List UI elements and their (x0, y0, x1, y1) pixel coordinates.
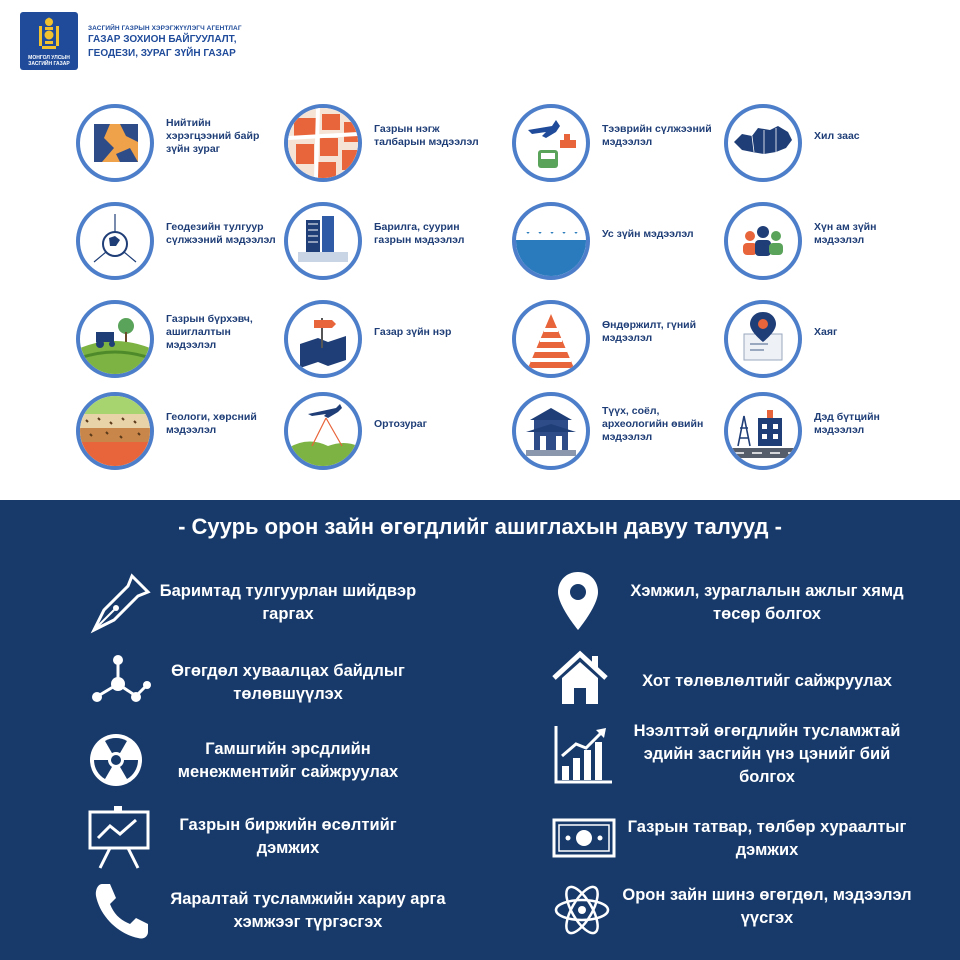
benefit-item (552, 570, 912, 636)
category-label: Ус зүйн мэдээлэл (602, 227, 694, 240)
category-label: Ортозураг (374, 417, 428, 430)
phone-icon (88, 878, 158, 944)
category-label: Нийтийн хэрэгцээний байр зүйн зураг (166, 116, 260, 155)
pen-nib-icon (88, 570, 158, 636)
topo-map-icon (76, 104, 154, 182)
benefit-item (552, 648, 912, 714)
parcel-map-icon (284, 104, 362, 182)
benefit-item (88, 804, 418, 870)
soyombo-emblem-icon (34, 16, 64, 52)
benefit-text: Нээлттэй өгөгдлийн тусламжтай эдийн засгийн үнэ цэнийг бий болгох (633, 722, 901, 786)
transport-icon (512, 104, 590, 182)
category-item (76, 300, 276, 378)
signpost-icon (284, 300, 362, 378)
benefit-text: Баримтад тулгуурлан шийдвэр гаргах (159, 582, 417, 623)
mongolia-map-icon (724, 104, 802, 182)
tractor-field-icon (76, 300, 154, 378)
address-pin-icon (724, 300, 802, 378)
network-nodes-icon (88, 650, 158, 716)
building-icon (284, 202, 362, 280)
benefit-text: Яаралтай тусламжийн хариу арга хэмжээг түргэсгэх (170, 890, 446, 931)
logo-caption: МОНГОЛ УЛСЫН ЗАСГИЙН ГАЗАР (28, 55, 70, 67)
soil-layers-icon (76, 392, 154, 470)
benefit-item (88, 650, 418, 716)
category-item (724, 104, 924, 182)
benefit-text: Хэмжил, зураглалын ажлыг хямд төсөр болгох (630, 582, 904, 623)
category-item (76, 392, 276, 470)
agency-name-line2: ГЕОДЕЗИ, ЗУРАГ ЗҮЙН ГАЗАР (88, 48, 236, 59)
category-item (512, 300, 712, 378)
category-item (76, 104, 276, 182)
category-item (724, 300, 924, 378)
banknote-icon (552, 806, 622, 872)
category-item (724, 392, 924, 470)
house-icon (552, 648, 622, 714)
water-wave-icon (512, 202, 590, 280)
benefit-text: Хот төлөвлөлтийг сайжруулах (642, 671, 892, 690)
benefit-item (552, 874, 912, 940)
radiation-icon (88, 728, 158, 794)
benefit-text: Өгөгдөл хуваалцах байдлыг төлөвшүүлэх (171, 662, 405, 703)
category-item (512, 104, 712, 182)
atom-icon (552, 874, 622, 940)
category-label: Геологи, хөрсний мэдээлэл (166, 411, 257, 436)
agency-subtitle: ЗАСГИЙН ГАЗРЫН ХЭРЭГЖҮҮЛЭГЧ АГЕНТЛАГ (88, 25, 242, 32)
category-label: Түүх, соёл, археологийн өвийн мэдээлэл (602, 404, 704, 443)
category-item (512, 392, 712, 470)
benefit-text: Газрын биржийн өсөлтийг дэмжих (179, 816, 397, 857)
category-label: Газар зүйн нэр (374, 325, 452, 338)
category-item (284, 300, 484, 378)
category-label: Тээврийн сүлжээний мэдээлэл (602, 123, 712, 148)
benefit-item (552, 720, 912, 789)
benefit-item (88, 570, 418, 636)
category-label: Өндөржилт, гүний мэдээлэл (602, 319, 697, 344)
category-item (284, 104, 484, 182)
benefit-item (88, 728, 418, 794)
category-item (284, 392, 484, 470)
category-label: Барилга, суурин газрын мэдээлэл (374, 221, 465, 246)
benefit-text: Газрын татвар, төлбөр хураалтыг дэмжих (627, 818, 907, 859)
benefit-item (88, 878, 458, 944)
category-item (724, 202, 924, 280)
benefit-text: Гамшгийн эрсдлийн менежментийг сайжруулах (177, 740, 399, 781)
growth-chart-icon (552, 722, 622, 788)
temple-icon (512, 392, 590, 470)
category-label: Газрын нэгж талбарын мэдээлэл (374, 123, 479, 148)
elevation-cone-icon (512, 300, 590, 378)
population-icon (724, 202, 802, 280)
header (20, 12, 242, 70)
government-logo (20, 12, 78, 70)
category-label: Хаяг (814, 325, 838, 338)
location-pin-icon (552, 570, 622, 636)
benefit-item (552, 806, 912, 872)
category-label: Хүн ам зүйн мэдээлэл (814, 221, 877, 246)
benefit-text: Орон зайн шинэ өгөгдөл, мэдээлэл үүсгэх (622, 886, 912, 927)
agency-name-line1: ГАЗАР ЗОХИОН БАЙГУУЛАЛТ, (88, 34, 237, 45)
category-item (284, 202, 484, 280)
globe-axes-icon (76, 202, 154, 280)
drone-survey-icon (284, 392, 362, 470)
benefits-title: - Суурь орон зайн өгөгдлийг ашиглахын давуу талууд - (178, 514, 782, 539)
agency-title (88, 25, 242, 60)
category-label: Геодезийн тулгуур сүлжээний мэдээлэл (166, 221, 276, 246)
category-label: Хил заас (814, 129, 860, 142)
category-label: Дэд бүтцийн мэдээлэл (814, 411, 880, 436)
category-item (512, 202, 712, 280)
infrastructure-icon (724, 392, 802, 470)
category-label: Газрын бүрхэвч, ашиглалтын мэдээлэл (166, 312, 253, 351)
presentation-board-icon (88, 804, 158, 870)
category-item (76, 202, 276, 280)
